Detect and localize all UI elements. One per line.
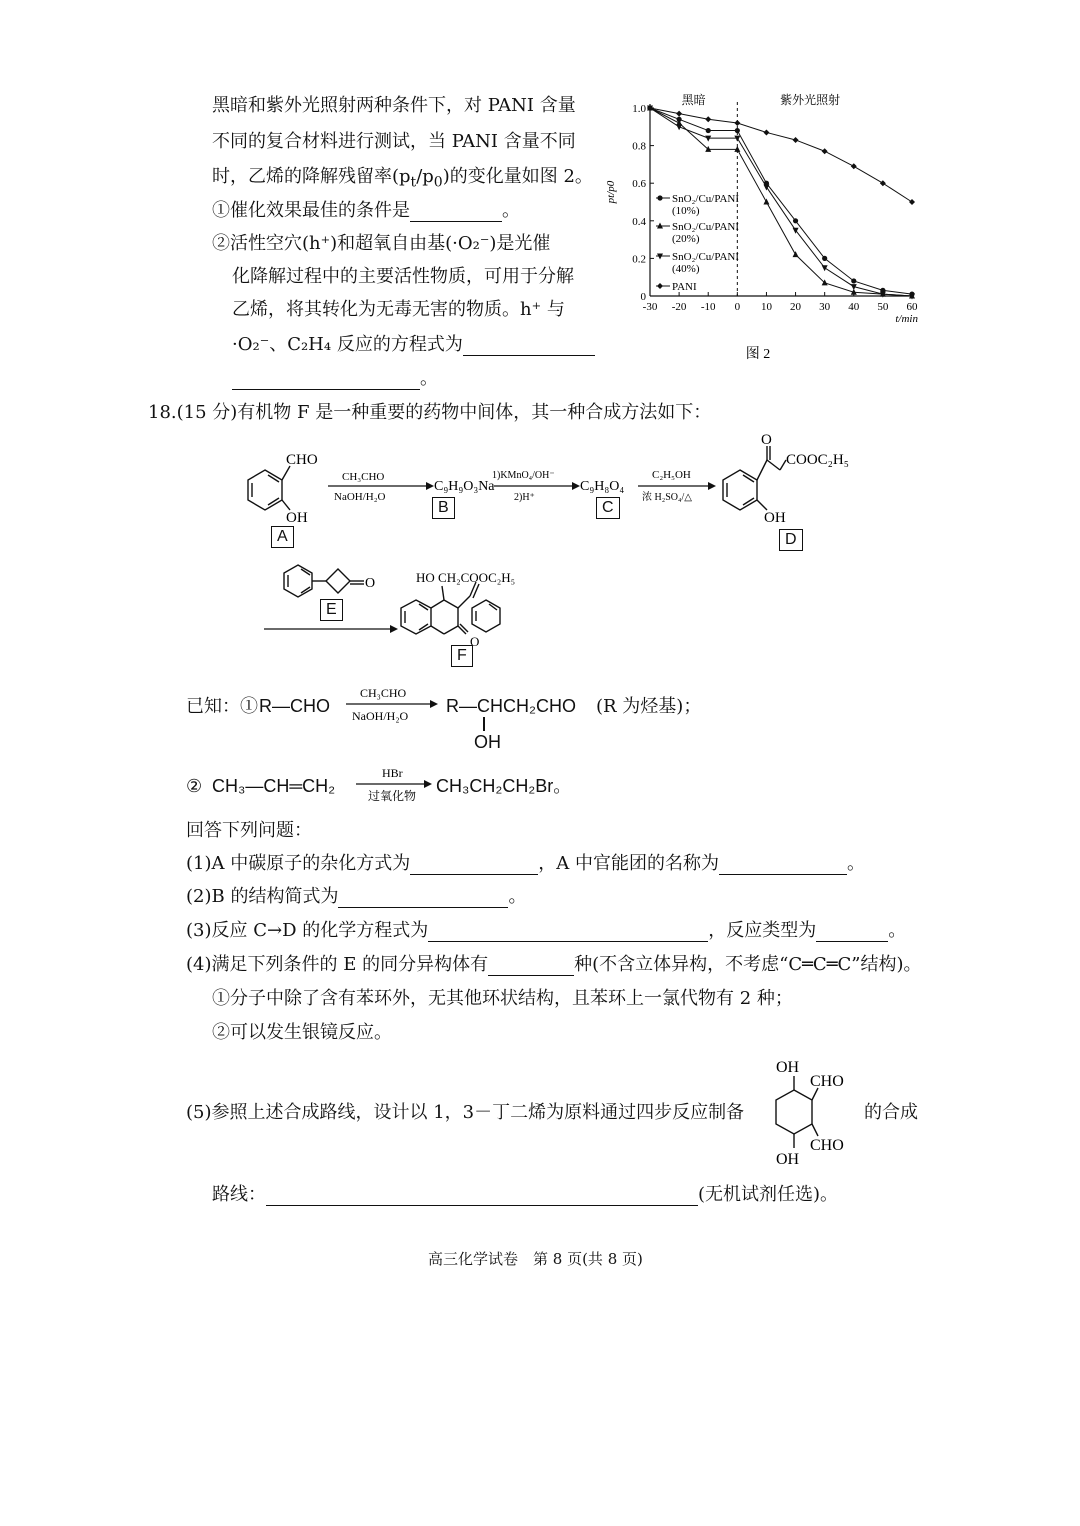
question-1: ①催化效果最佳的条件是 。 [212, 200, 520, 221]
compound-A-structure [248, 466, 290, 510]
question-2-line-3: 乙烯，将其转化为无毒无害的物质。h⁺ 与 [232, 299, 565, 320]
data-point [657, 283, 663, 289]
data-point [793, 137, 799, 143]
known2-arrow [352, 762, 436, 806]
step1-condition: NaOH/H₂O [334, 491, 386, 503]
target-cho-top: CHO [810, 1073, 844, 1090]
data-point [676, 111, 682, 117]
data-point [706, 128, 711, 133]
known1-bond [483, 717, 485, 731]
annotation-uv: 紫外光照射 [780, 93, 841, 107]
legend-label: SnO₂/Cu/PANI [672, 193, 740, 205]
answer-blank[interactable] [266, 1187, 698, 1206]
x-tick-label: -10 [700, 301, 716, 313]
known1-note: (R 为烃基)； [596, 696, 702, 717]
answer-blank[interactable] [232, 371, 420, 390]
question-18-4: (4)满足下列条件的 E 的同分异构体有 种(不含立体异构，不考虑“C═C═C”结构)。 [186, 954, 922, 975]
step1-reagent: CH₃CHO [342, 471, 385, 483]
data-point [793, 251, 799, 257]
x-tick-label: 20 [790, 301, 802, 313]
series-line [650, 108, 912, 202]
E-carbonyl-o: O [365, 576, 376, 591]
data-point [822, 148, 828, 154]
compound-F-structure [401, 582, 500, 634]
known2-condition: 过氧化物 [368, 789, 417, 803]
question-18-5-route: 路线： (无机试剂任选)。 [212, 1184, 839, 1205]
data-point [735, 128, 740, 133]
question-2-line-4: ·O₂⁻、C₂H₄ 反应的方程式为 [232, 334, 595, 356]
label-F: F [451, 645, 473, 667]
legend-label-pct: (20%) [672, 233, 700, 245]
C-formula: C₉H₈O₄ [580, 479, 625, 494]
x-tick-label: 10 [760, 301, 772, 313]
legend-label-pct: (10%) [672, 205, 700, 217]
intro-line-3: 时，乙烯的降解残留率$(p_t/p_0)$的变化量如图 2。 [212, 166, 593, 191]
A-oh-text: OH [286, 510, 308, 526]
y-tick-label: 0.4 [632, 215, 646, 228]
answer-blank[interactable] [719, 856, 847, 875]
step3-reagent: C₂H₅OH [652, 469, 691, 481]
known1-arrow [342, 682, 442, 726]
data-point [880, 180, 886, 186]
label-D: D [779, 529, 803, 551]
x-axis-label: t/min [895, 313, 918, 325]
annotation-dark: 黑暗 [681, 93, 706, 107]
x-tick-label: 0 [734, 301, 741, 313]
x-tick-label: 50 [877, 301, 889, 313]
answer-intro: 回答下列问题： [186, 820, 312, 841]
D-ester-text: COOC₂H₅ [786, 452, 849, 468]
F-substituents: HO CH₂COOC₂H₅ [416, 570, 516, 585]
question-18-4-cond-1: ①分子中除了含有苯环外，无其他环状结构，且苯环上一氯代物有 2 种； [212, 988, 793, 1009]
step2-condition: 2)H⁺ [514, 492, 535, 503]
question-2-line-1: ②活性空穴(h⁺)和超氧自由基(·O₂⁻)是光催 [212, 233, 551, 254]
compound-D-structure [723, 446, 786, 510]
known1-reagent: CH₃CHO [360, 686, 407, 700]
known1-condition: NaOH/H₂O [352, 709, 409, 723]
x-tick-label: -30 [642, 301, 658, 313]
data-point [851, 278, 856, 283]
B-formula: C₉H₉O₃Na [434, 479, 495, 494]
data-point [851, 163, 857, 169]
y-axis-label: pt/p0 [605, 180, 617, 204]
question-18-2: (2)B 的结构简式为 。 [186, 886, 527, 907]
compound-E-structure [284, 565, 364, 597]
x-tick-label: 60 [906, 301, 918, 313]
known1-product: R—CHCH₂CHO [446, 696, 576, 716]
answer-blank[interactable] [816, 923, 888, 942]
D-oh-text: OH [764, 510, 786, 526]
q18-header: 18.(15 分)有机物 F 是一种重要的药物中间体，其一种合成方法如下： [148, 402, 712, 423]
question-18-3: (3)反应 C→D 的化学方程式为 ，反应类型为 。 [186, 920, 907, 941]
y-tick-label: 0.8 [632, 140, 646, 153]
known2-reagent: HBr [382, 766, 403, 780]
intro-line-1: 黑暗和紫外光照射两种条件下，对 PANI 含量 [212, 95, 576, 116]
data-point [822, 256, 827, 261]
question-2-line-5: 。 [232, 368, 438, 390]
target-molecule [756, 1054, 866, 1170]
known2-reactant: CH₃—CH═CH₂ [212, 776, 336, 796]
target-cho-bottom: CHO [810, 1137, 844, 1154]
answer-blank[interactable] [428, 923, 708, 942]
label-C: C [596, 497, 620, 519]
answer-blank[interactable] [410, 856, 538, 875]
data-point [657, 195, 662, 200]
y-tick-label: 0.6 [632, 178, 646, 191]
F-lactone-o: O [470, 634, 480, 649]
y-tick-label: 1.0 [632, 103, 646, 115]
question-2-line-2: 化降解过程中的主要活性物质，可用于分解 [232, 266, 574, 287]
known2-num: ② [186, 776, 203, 797]
question-18-5: (5)参照上述合成路线，设计以 1，3－丁二烯为原料通过四步反应制备 [186, 1102, 745, 1123]
A-cho-text: CHO [286, 452, 318, 468]
legend-label-pct: (40%) [672, 263, 700, 275]
step3-condition: 浓 H₂SO₄/△ [642, 492, 692, 503]
page-footer: 高三化学试卷 第 8 页(共 8 页) [428, 1250, 643, 1268]
D-carbonyl-o: O [761, 432, 772, 448]
answer-blank[interactable] [338, 889, 508, 908]
data-point [705, 116, 711, 122]
data-point [793, 218, 798, 223]
data-point [909, 199, 915, 205]
target-oh-top: OH [776, 1059, 800, 1076]
known1-oh: OH [474, 732, 501, 752]
x-tick-label: 30 [819, 301, 831, 313]
known-intro: 已知：① [186, 696, 258, 717]
legend-label: SnO₂/Cu/PANI [672, 251, 740, 263]
data-point [763, 129, 769, 135]
question-18-1: (1)A 中碳原子的杂化方式为 ，A 中官能团的名称为 。 [186, 853, 865, 874]
legend-label: PANI [672, 281, 697, 293]
data-point [822, 265, 828, 271]
answer-blank[interactable] [463, 337, 595, 356]
data-point [763, 199, 769, 205]
x-tick-label: 40 [848, 301, 860, 313]
y-tick-label: 0 [640, 291, 646, 303]
question-18-4-cond-2: ②可以发生银镜反应。 [212, 1022, 392, 1043]
answer-blank[interactable] [488, 957, 574, 976]
target-oh-bottom: OH [776, 1151, 800, 1168]
known2-product: CH₃CH₂CH₂Br。 [436, 776, 572, 796]
y-tick-label: 0.2 [632, 253, 646, 266]
legend-label: SnO₂/Cu/PANI [672, 221, 740, 233]
x-tick-label: -20 [671, 301, 687, 313]
answer-blank[interactable] [410, 203, 502, 222]
label-B: B [432, 497, 455, 519]
degradation-chart [600, 88, 940, 378]
step2-reagent: 1)KMnO₄/OH⁻ [492, 470, 555, 481]
intro-line-2: 不同的复合材料进行测试，当 PANI 含量不同 [212, 131, 576, 152]
label-A: A [271, 526, 294, 548]
question-18-5-tail: 的合成 [864, 1102, 918, 1123]
data-point [734, 120, 740, 126]
known1-reactant: R—CHO [259, 696, 330, 716]
label-E: E [320, 599, 343, 621]
chart-title: 图 2 [745, 347, 771, 362]
